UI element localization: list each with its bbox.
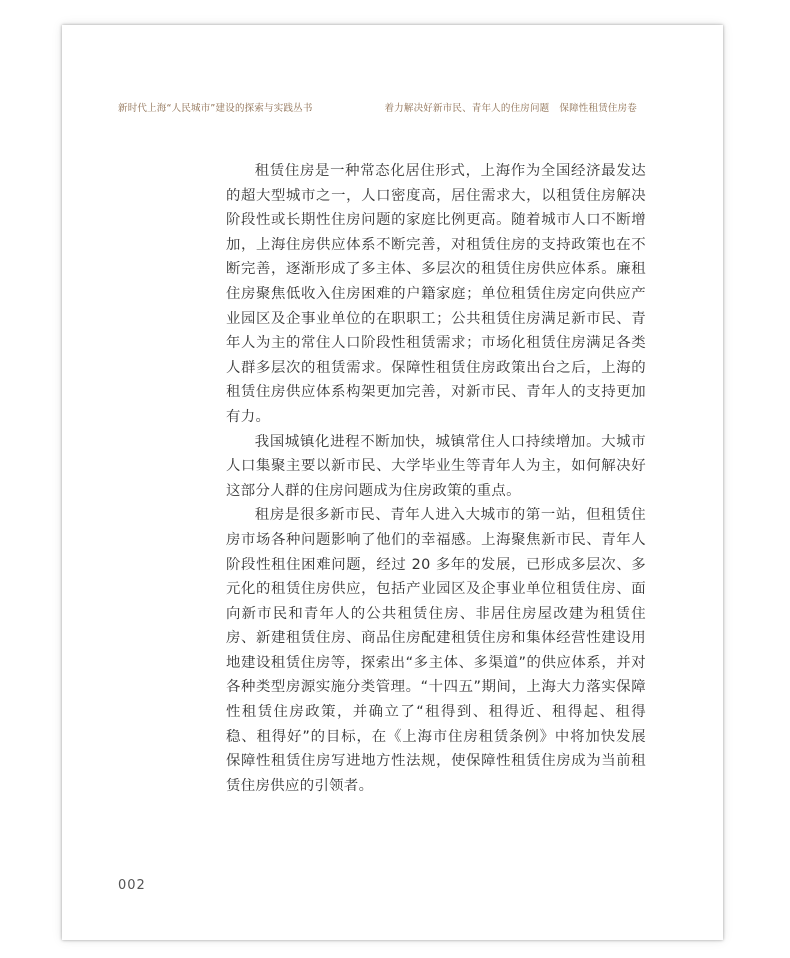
paragraph-1: 租赁住房是一种常态化居住形式，上海作为全国经济最发达的超大型城市之一，人口密度高，居住需求大，以租赁住房解决阶段性或长期性住房问题的家庭比例更高。随着城市人口不断增加，上海住房供应体系不断完善，对租赁住房的支持政策也在不断完善，逐渐形成了多主体、多层次的租赁住房供应体系。廉租住房聚焦低收入住房困难的户籍家庭；单位租赁住房定向供应产业园区及企事业单位的在职职工；公共租赁住房满足新市民、青年人为主的常住人口阶段性租赁需求；市场化租赁住房满足各类人群多层次的租赁需求。保障性租赁住房政策出台之后，上海的租赁住房供应体系构架更加完善，对新市民、青年人的支持更加有力。 <box>226 163 646 425</box>
book-title-text: 着力解决好新市民、青年人的住房问题 <box>384 103 550 114</box>
running-head-series-title: 新时代上海“人民城市”建设的探索与实践丛书 <box>118 103 313 114</box>
running-head-book-title <box>384 100 637 114</box>
paragraph-3: 租房是很多新市民、青年人进入大城市的第一站，但租赁住房市场各种问题影响了他们的幸福感。上海聚焦新市民、青年人阶段性租住困难问题，经过 20 多年的发展，已形成多层次、多元化的租赁住房供应，包括产业园区及企事业单位租赁住房、面向新市民和青年人的公共租赁住房、非居住房屋改建为租赁住房、新建租赁住房、商品住房配建租赁住房和集体经营性建设用地建设租赁住房等，探索出“多主体、多渠道”的供应体系，并对各种类型房源实施分类管理。“十四五”期间，上海大力落实保障性租赁住房政策，并确立了“租得到、租得近、租得起、租得稳、租得好”的目标，在《上海市住房租赁条例》中将加快发展保障性租赁住房写进地方性法规，使保障性租赁住房成为当前租赁住房供应的引领者。 <box>226 507 646 794</box>
book-page <box>62 25 723 940</box>
paragraph-2: 我国城镇化进程不断加快，城镇常住人口持续增加。大城市人口集聚主要以新市民、大学毕业生等青年人为主，如何解决好这部分人群的住房问题成为住房政策的重点。 <box>226 433 646 499</box>
body-text <box>226 159 646 798</box>
volume-title-text: 保障性租赁住房卷 <box>559 103 637 114</box>
page-number: 002 <box>118 878 146 893</box>
